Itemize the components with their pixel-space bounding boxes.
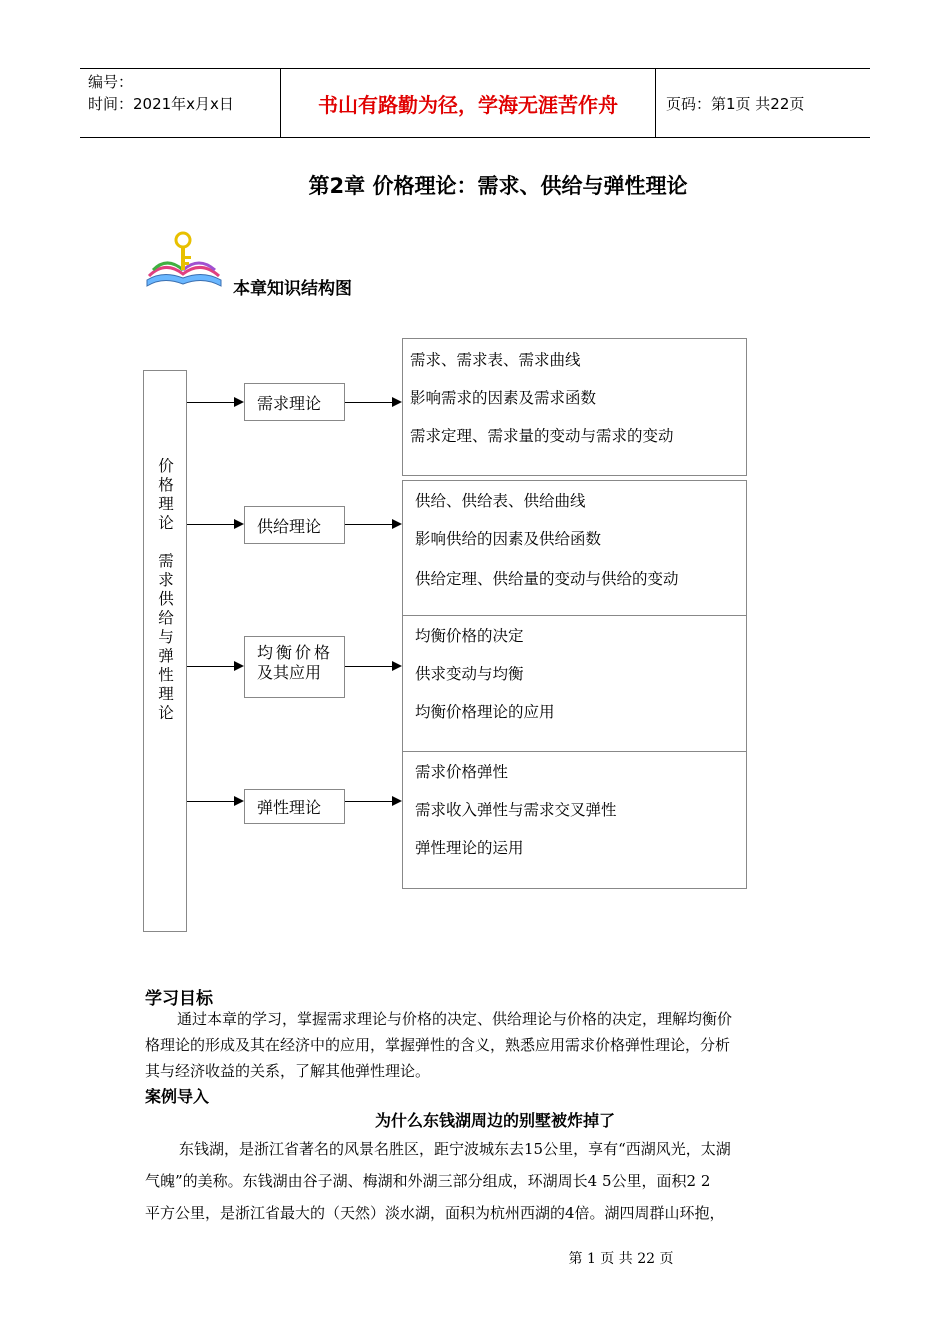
doc-time-label: 时间：2021年x月x日: [88, 95, 234, 113]
topic-item: 供求变动与均衡: [415, 665, 524, 683]
header-page-info: 页码：第1页 共22页: [666, 94, 805, 113]
arrow-head-icon: [234, 519, 244, 529]
paragraph-line: 其与经济收益的关系，了解其他弹性理论。: [145, 1062, 431, 1080]
header-motto: 书山有路勤为径，学海无涯苦作舟: [280, 69, 656, 137]
objectives-heading: 学习目标: [145, 989, 213, 1009]
page-footer: 第 1 页 共 22 页: [568, 1251, 674, 1267]
demand-topics-box: [402, 338, 747, 476]
case-heading: 案例导入: [145, 1087, 210, 1106]
branch-supply-label: 供给理论: [257, 516, 322, 536]
arrow-head-icon: [392, 796, 402, 806]
diagram-root-label: 价 格 理 论 需 求 供 给 与 弹 性 理 论: [158, 457, 174, 722]
branch-elasticity-box: [244, 789, 345, 824]
connector-line: [187, 801, 235, 802]
case-paragraph: [145, 1133, 815, 1229]
connector-line: [187, 402, 235, 403]
paragraph-line: 东钱湖，是浙江省著名的风景名胜区，距宁波城东去15公里，享有“西湖风光，太湖: [179, 1140, 731, 1158]
diagram-root-box: [143, 370, 187, 932]
connector-line: [345, 524, 393, 525]
connector-line: [345, 402, 393, 403]
paragraph-line: 格理论的形成及其在经济中的应用，掌握弹性的含义，熟悉应用需求价格弹性理论，分析: [145, 1036, 731, 1054]
equilibrium-topics-box: [402, 615, 747, 752]
connector-line: [345, 666, 393, 667]
supply-topics-box: [402, 480, 747, 616]
case-title: 为什么东钱湖周边的别墅被炸掉了: [374, 1111, 615, 1130]
arrow-head-icon: [392, 397, 402, 407]
objectives-paragraph: [145, 1006, 815, 1084]
arrow-head-icon: [392, 661, 402, 671]
branch-elasticity-label: 弹性理论: [257, 798, 322, 817]
arrow-head-icon: [234, 661, 244, 671]
branch-equilibrium-label-line2: 及其应用: [257, 663, 322, 682]
document-header: [80, 68, 870, 138]
branch-supply-box: [244, 506, 345, 544]
arrow-head-icon: [234, 796, 244, 806]
connector-line: [187, 666, 235, 667]
chapter-title: 第2章 价格理论：需求、供给与弹性理论: [308, 174, 688, 198]
elasticity-topics-box: [402, 751, 747, 889]
connector-line: [345, 801, 393, 802]
topic-item: 需求、需求表、需求曲线: [410, 351, 581, 369]
topic-item: 需求定理、需求量的变动与需求的变动: [410, 427, 674, 445]
topic-item: 供给定理、供给量的变动与供给的变动: [415, 570, 679, 588]
arrow-head-icon: [392, 519, 402, 529]
topic-item: 影响供给的因素及供给函数: [415, 530, 602, 548]
branch-equilibrium-label-line1: 均衡价格: [257, 643, 334, 662]
branch-equilibrium-box: [244, 636, 345, 698]
arrow-head-icon: [234, 397, 244, 407]
topic-item: 均衡价格理论的应用: [415, 703, 555, 721]
book-key-icon: [143, 230, 225, 292]
topic-item: 均衡价格的决定: [415, 627, 524, 645]
header-meta: [80, 69, 280, 137]
paragraph-line: 通过本章的学习，掌握需求理论与价格的决定、供给理论与价格的决定，理解均衡价: [177, 1010, 733, 1028]
structure-heading: 本章知识结构图: [233, 279, 352, 299]
paragraph-line: 平方公里，是浙江省最大的（天然）淡水湖，面积为杭州西湖的4倍。湖四周群山环抱，: [145, 1204, 725, 1222]
topic-item: 需求收入弹性与需求交叉弹性: [415, 801, 617, 819]
topic-item: 弹性理论的运用: [415, 839, 524, 857]
topic-item: 需求价格弹性: [415, 763, 509, 781]
doc-number-label: 编号：: [88, 73, 134, 91]
branch-demand-box: [244, 383, 345, 421]
topic-item: 供给、供给表、供给曲线: [415, 492, 586, 510]
paragraph-line: 气魄”的美称。东钱湖由谷子湖、梅湖和外湖三部分组成，环湖周长4 5公里，面积2 2: [145, 1172, 711, 1190]
topic-item: 影响需求的因素及需求函数: [410, 389, 597, 407]
branch-demand-label: 需求理论: [257, 393, 322, 413]
connector-line: [187, 524, 235, 525]
